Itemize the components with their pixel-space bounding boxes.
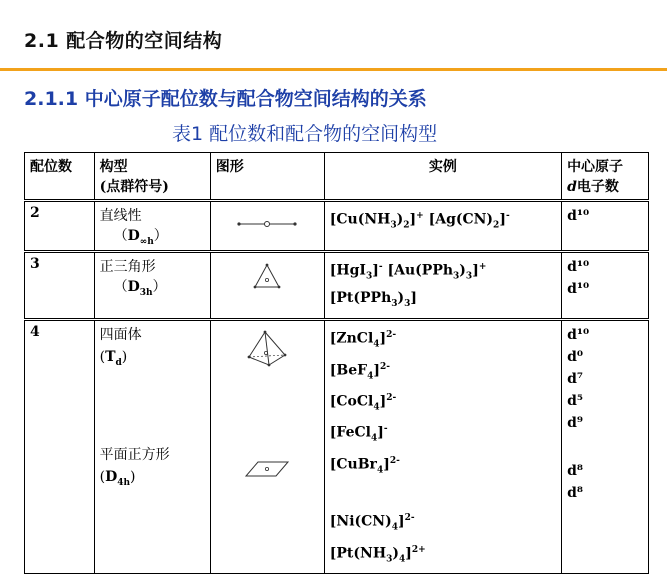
tetrahedron-shape-icon — [216, 324, 319, 374]
point-group: $(D_{4h})$ — [99, 468, 136, 488]
cell-examples — [324, 201, 561, 252]
table-row-trigonal — [25, 251, 649, 319]
cell-shape — [94, 251, 210, 319]
shape-name: 四面体 — [99, 327, 142, 344]
d-count: d¹⁰ — [567, 258, 590, 275]
cell-figure — [210, 201, 324, 252]
header-d-electrons: d电子数 — [567, 179, 619, 195]
cell-d-electrons — [562, 201, 649, 252]
square-planar-shape-icon — [216, 456, 319, 482]
table-row-four-coordinate — [25, 320, 649, 574]
cell-d-electrons — [562, 251, 649, 319]
cell-examples — [324, 320, 561, 574]
shape-name: 正三角形 — [99, 258, 156, 275]
header-shape: 构型 — [99, 159, 128, 175]
table-caption: 表1 配位数和配合物的空间构型 — [172, 123, 438, 145]
header-examples: 实例 — [324, 153, 561, 201]
header-figure: 图形 — [210, 153, 324, 201]
point-group: $(D_{3h})$ — [113, 278, 167, 298]
d-count: d⁰ — [567, 349, 583, 366]
header-configuration — [94, 153, 210, 201]
cell-shape — [94, 201, 210, 252]
d-count: d¹⁰ — [567, 327, 590, 344]
example-formula: [HgI$_3$]- $[Au(PPh_3)_3]^+$ — [329, 261, 487, 282]
header-point-group: (点群符号) — [99, 179, 169, 195]
coordination-table — [24, 152, 649, 574]
d-count: d⁷ — [567, 371, 583, 388]
example-formula: [CuBr$_4$]$^{2-}$ — [329, 455, 400, 476]
example-formula: $[Pt(PPh_3)_3]$ — [329, 290, 418, 310]
point-group: $(D_{\infty h})$ — [113, 228, 168, 247]
example-formula: [CoCl$_4$]$^{2-}$ — [329, 392, 397, 413]
slide-title: 2.1 配合物的空间结构 — [24, 30, 223, 52]
header-center: 中心原子 — [567, 159, 624, 175]
cell-cn: 4 — [25, 320, 95, 574]
d-count: d¹⁰ — [567, 280, 590, 297]
d-count: d⁸ — [567, 463, 583, 480]
example-formula: $[Ni(CN)_4]^{2-}$ — [329, 513, 415, 533]
example-formula: [ZnCl$_4$]$^{2-}$ — [329, 330, 397, 350]
example-formula: [FeCl$_4$]- — [329, 424, 388, 444]
d-count: d⁸ — [567, 485, 583, 502]
header-center-atom — [562, 153, 649, 201]
title-divider — [0, 68, 667, 71]
cell-cn: 3 — [25, 251, 95, 319]
example-formula: $[Cu(NH_3)_2]^+$ $[Ag(CN)_2]^-$ — [329, 211, 510, 231]
cell-figure — [210, 320, 324, 574]
cell-d-electrons — [562, 320, 649, 574]
section-heading: 2.1.1 中心原子配位数与配合物空间结构的关系 — [24, 88, 427, 110]
shape-name: 平面正方形 — [99, 446, 170, 463]
cell-figure — [210, 251, 324, 319]
cell-cn: 2 — [25, 201, 95, 252]
cell-shape — [94, 320, 210, 574]
table-row-linear — [25, 201, 649, 252]
cell-examples — [324, 251, 561, 319]
example-formula: $[Pt(NH_3)_4]^{2+}$ — [329, 544, 426, 565]
point-group: $(T_d)$ — [99, 349, 128, 368]
d-count: d⁹ — [567, 415, 583, 432]
d-count: d¹⁰ — [567, 208, 590, 224]
header-coordination-number: 配位数 — [25, 153, 95, 201]
d-count: d⁵ — [567, 393, 583, 410]
shape-name: 直线性 — [99, 208, 142, 224]
example-formula: $[BeF_4]^{2-}$ — [329, 361, 390, 381]
triangle-shape-icon — [216, 256, 319, 296]
table-header-row — [25, 153, 649, 201]
linear-shape-icon — [216, 205, 319, 243]
